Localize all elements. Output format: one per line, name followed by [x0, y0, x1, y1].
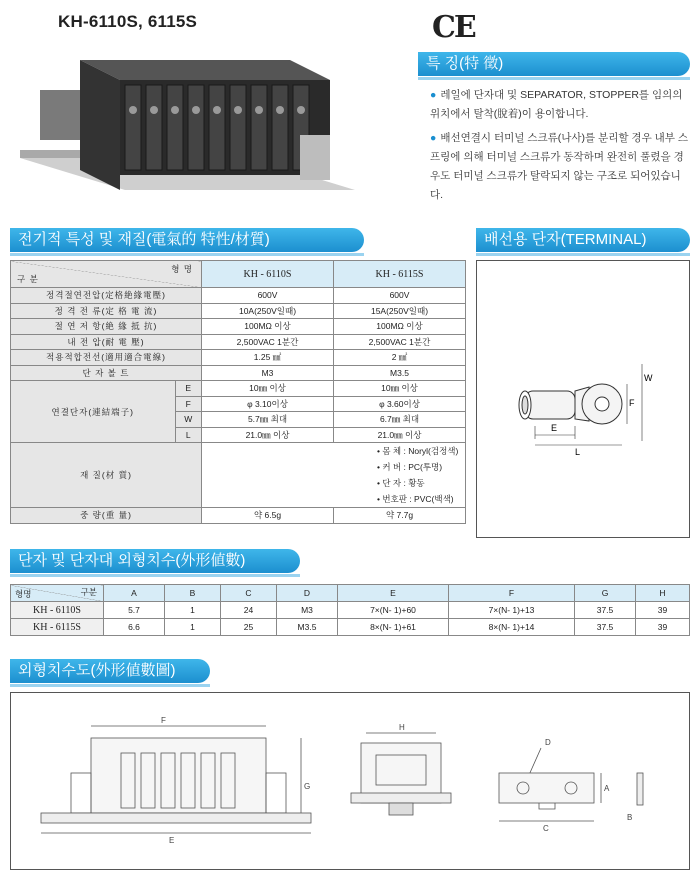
dim-value: M3.5 [277, 619, 338, 636]
dim-label-c: C [543, 824, 549, 833]
dim-label: L [575, 447, 581, 457]
dim-value: 8×(N- 1)+61 [338, 619, 449, 636]
terminal-sub: E [175, 381, 201, 397]
spec-table [10, 260, 466, 524]
spec-value: 600V [202, 288, 334, 304]
spec-value: 21.0㎜ 이상 [334, 427, 466, 443]
dim-col-header: G [575, 585, 636, 602]
dim-col-header: A [104, 585, 165, 602]
spec-value: 2,500VAC 1분간 [202, 334, 334, 350]
dim-col-header: C [221, 585, 277, 602]
material-item: • 커 버 : PC(투명) [377, 462, 443, 472]
spec-value: 1.25 ㎟ [202, 350, 334, 366]
terminal-heading: 배선용 단자(TERMINAL) [476, 228, 690, 252]
features-heading: 특 징(特 徵) [418, 52, 690, 76]
product-title: KH-6110S, 6115S [58, 12, 198, 31]
spec-value: 10A(250V일때) [202, 303, 334, 319]
spec-label: 적용적합전선(適用適合電線) [11, 350, 202, 366]
spec-corner-cell [11, 261, 202, 288]
feature-item [430, 86, 690, 124]
dim-value: 1 [165, 619, 221, 636]
dim-value: 25 [221, 619, 277, 636]
terminal-sub: F [175, 396, 201, 412]
spec-value: 600V [334, 288, 466, 304]
feature-text-1: 레일에 단자대 및 SEPARATOR, STOPPER를 임의의 위치에서 탈착(脫着)이 용이합니다. [430, 89, 683, 120]
weight-value: 약 6.5g [202, 508, 334, 524]
terminal-lug-drawing [477, 261, 689, 537]
spec-value: 5.7㎜ 최대 [202, 412, 334, 428]
plate-view [499, 738, 643, 833]
spec-value: 100MΩ 이상 [202, 319, 334, 335]
outline-heading: 외형치수도(外形値數圖) [10, 659, 210, 683]
dim-label-g: G [304, 782, 311, 791]
material-label: 재 질(材 質) [11, 443, 202, 508]
bullet-icon: ● [430, 89, 437, 101]
spec-value: φ 3.10이상 [202, 396, 334, 412]
dim-label-e: E [169, 836, 175, 845]
spec-value: φ 3.60이상 [334, 396, 466, 412]
spec-label: 내 전 압(耐 電 壓) [11, 334, 202, 350]
dim-label-f: F [161, 716, 166, 725]
dim-value: M3 [277, 602, 338, 619]
ce-mark: CE [432, 10, 475, 45]
dim-col-header: H [636, 585, 690, 602]
terminal-sub: L [175, 427, 201, 443]
dim-label-d: D [545, 738, 551, 747]
dim-value: 37.5 [575, 602, 636, 619]
dim-label: E [551, 423, 558, 433]
dim-value: 37.5 [575, 619, 636, 636]
dim-col-header: F [449, 585, 575, 602]
outline-drawing-box [10, 692, 690, 870]
corner-top-label: 구분 [80, 587, 97, 597]
corner-top-label: 형 명 [171, 264, 193, 274]
dim-col-header: E [338, 585, 449, 602]
dim-value: 8×(N- 1)+14 [449, 619, 575, 636]
weight-value: 약 7.7g [334, 508, 466, 524]
terminal-drawing [476, 260, 690, 538]
spec-value: 10㎜ 이상 [334, 381, 466, 397]
material-item: • 번호판 : PVC(백색) [377, 494, 454, 504]
dim-col-header: B [165, 585, 221, 602]
spec-value: 21.0㎜ 이상 [202, 427, 334, 443]
model-header-1: KH - 6110S [202, 261, 334, 288]
dimensions-table [10, 584, 690, 636]
spec-value: 15A(250V일때) [334, 303, 466, 319]
spec-label: 단 자 볼 트 [11, 365, 202, 381]
dim-value: 39 [636, 619, 690, 636]
terminal-label: 연결단자(連結端子) [11, 381, 176, 443]
feature-item [430, 129, 690, 205]
material-list [202, 443, 466, 508]
weight-label: 중 량(重 量) [11, 508, 202, 524]
dim-value: 24 [221, 602, 277, 619]
table-row [11, 602, 690, 619]
spec-value: 2,500VAC 1분간 [334, 334, 466, 350]
spec-value: M3 [202, 365, 334, 381]
spec-value: M3.5 [334, 365, 466, 381]
dim-value: 7×(N- 1)+60 [338, 602, 449, 619]
dim-label-b: B [627, 813, 633, 822]
outline-drawing [11, 693, 689, 869]
corner-bottom-label: 형명 [15, 589, 32, 599]
dim-corner-cell [11, 585, 104, 602]
spec-heading: 전기적 특성 및 재질(電氣的 特性/材質) [10, 228, 364, 252]
bullet-icon: ● [430, 132, 437, 144]
dim-col-header: D [277, 585, 338, 602]
dim-value: 1 [165, 602, 221, 619]
material-item: • 단 자 : 황동 [377, 478, 425, 488]
model-name: KH - 6115S [11, 619, 104, 636]
spec-label: 정 격 전 류(定 格 電 流) [11, 303, 202, 319]
corner-bottom-label: 구 분 [17, 274, 39, 284]
model-header-2: KH - 6115S [334, 261, 466, 288]
dim-value: 39 [636, 602, 690, 619]
spec-value: 10㎜ 이상 [202, 381, 334, 397]
dim-value: 5.7 [104, 602, 165, 619]
dim-label: F [629, 398, 635, 408]
dimensions-heading: 단자 및 단자대 외형치수(外形値數) [10, 549, 300, 573]
dim-value: 6.6 [104, 619, 165, 636]
dim-label: W [644, 373, 653, 383]
table-row [11, 619, 690, 636]
spec-value: 100MΩ 이상 [334, 319, 466, 335]
spec-label: 정격절연전압(定格絶緣電壓) [11, 288, 202, 304]
side-view [351, 723, 451, 815]
feature-text-2: 배선연결시 터미널 스크류(나사)를 분리할 경우 내부 스프링에 의해 터미널 스크류가 동작하며 완전히 풀렸을 경우도 터미널 스크류가 탈락되지 않는 구조로 되어있습니다. [430, 132, 688, 201]
spec-label: 절 연 저 항(絶 緣 抵 抗) [11, 319, 202, 335]
dim-label-h: H [399, 723, 405, 732]
model-name: KH - 6110S [11, 602, 104, 619]
dim-value: 7×(N- 1)+13 [449, 602, 575, 619]
dim-label-a: A [604, 784, 610, 793]
product-photo [10, 40, 355, 200]
spec-value: 6.7㎜ 최대 [334, 412, 466, 428]
front-view [41, 716, 311, 845]
material-item: • 몸 체 : Noryl(검정색) [377, 446, 459, 456]
spec-value: 2 ㎟ [334, 350, 466, 366]
terminal-sub: W [175, 412, 201, 428]
